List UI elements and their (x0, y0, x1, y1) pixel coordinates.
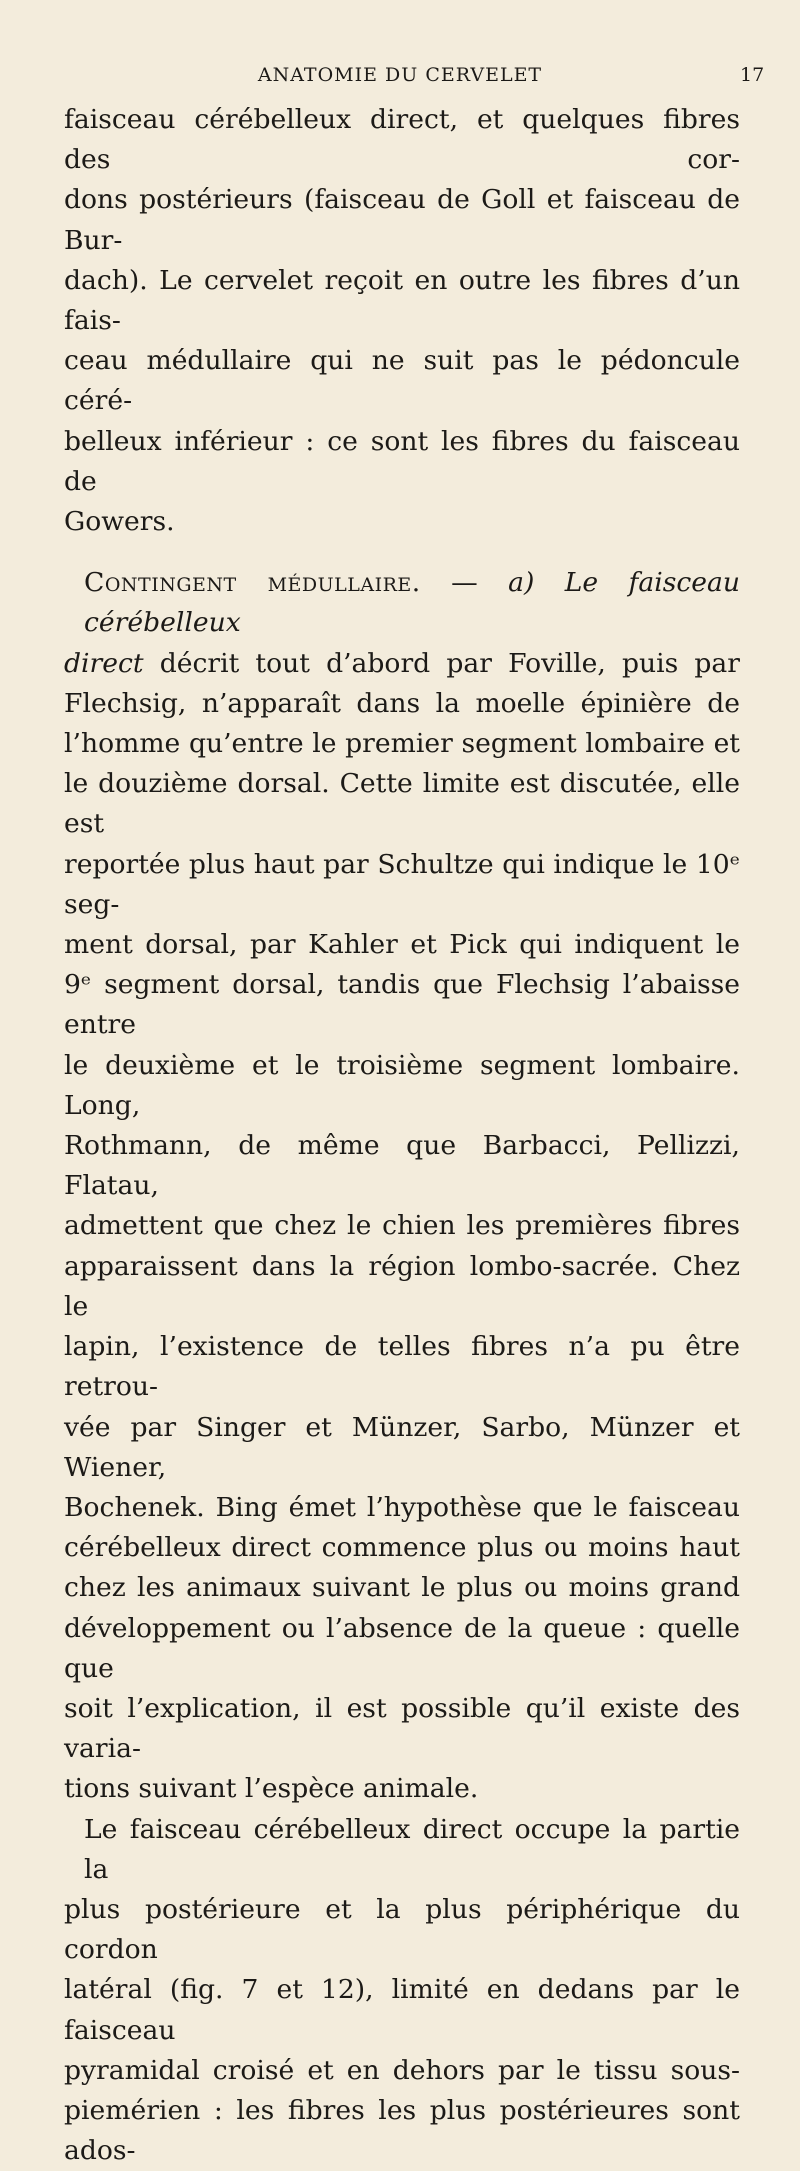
text-line: ment dorsal, par Kahler et Pick qui indiquent le (64, 929, 740, 961)
text-line: faisceau cérébelleux direct, et quelques fibres des cor- (64, 104, 740, 176)
enumeration-label: a) (508, 567, 535, 599)
body-text (64, 100, 740, 2171)
text-line: apparaissent dans la région lombo-sacrée. Chez le (64, 1250, 740, 1322)
text-line: Rothmann, de même que Barbacci, Pellizzi, Flatau, (64, 1130, 740, 1202)
text-line: ceau médullaire qui ne suit pas le pédoncule céré- (64, 345, 740, 417)
topic-italic: Le faisceau cérébelleux (84, 567, 740, 639)
text-line: Flechsig, n’apparaît dans la moelle épinière de (64, 687, 740, 719)
text-line: le douzième dorsal. Cette limite est discutée, elle est (64, 768, 740, 840)
text-line: Bochenek. Bing émet l’hypothèse que le faisceau (64, 1491, 740, 1523)
text-line: lapin, l’existence de telles fibres n’a pu être retrou- (64, 1331, 740, 1403)
text-line: dons postérieurs (faisceau de Goll et faisceau de Bur- (64, 184, 740, 256)
text-line: l’homme qu’entre le premier segment lombaire et (64, 728, 740, 760)
running-head (0, 62, 800, 92)
text-line: le deuxième et le troisième segment lombaire. Long, (64, 1049, 740, 1121)
text-line: soit l’explication, il est possible qu’il existe des varia- (64, 1692, 740, 1765)
text-line: belleux inférieur : ce sont les fibres du faisceau de (64, 425, 740, 497)
text-segment: décrit tout d’abord par Foville, puis par (143, 647, 740, 679)
text-line: plus postérieure et la plus périphérique du cordon (64, 1893, 740, 1966)
text-line: 9ᵉ segment dorsal, tandis que Flechsig l’abaisse entre (64, 969, 740, 1041)
paragraph-2 (64, 563, 740, 1809)
section-heading: Contingent médullaire. (84, 567, 421, 599)
text-line: chez les animaux suivant le plus ou moins grand (64, 1572, 740, 1604)
paragraph-1 (64, 100, 740, 542)
paragraph-3 (64, 1810, 740, 2171)
text-line (64, 644, 740, 684)
text-line (64, 563, 740, 643)
text-line: développement ou l’absence de la queue : quelle que (64, 1612, 740, 1684)
text-line: Le faisceau cérébelleux direct occupe la partie la (84, 1813, 740, 1885)
text-line: pyramidal croisé et en dehors par le tissu sous- (64, 2054, 740, 2086)
page-number: 17 (740, 64, 765, 86)
running-head-title: ANATOMIE DU CERVELET (257, 64, 543, 86)
text-line: cérébelleux direct commence plus ou moins haut (64, 1532, 740, 1564)
text-line: tions suivant l’espèce animale. (64, 1773, 479, 1805)
text-line: reportée plus haut par Schultze qui indique le 10ᵉ seg- (64, 848, 740, 920)
dash: — (420, 567, 509, 599)
text-line: latéral (fig. 7 et 12), limité en dedans par le faisceau (64, 1974, 740, 2046)
text-line: piemérien : les fibres les plus postérieures sont ados- (64, 2094, 740, 2167)
text-line: admettent que chez le chien les premières fibres (64, 1210, 740, 1242)
text-line: dach). Le cervelet reçoit en outre les fibres d’un fais- (64, 264, 740, 337)
text-line: Gowers. (64, 506, 175, 538)
topic-italic-cont: direct (64, 647, 144, 679)
text-line: vée par Singer et Münzer, Sarbo, Münzer et Wiener, (64, 1411, 740, 1483)
